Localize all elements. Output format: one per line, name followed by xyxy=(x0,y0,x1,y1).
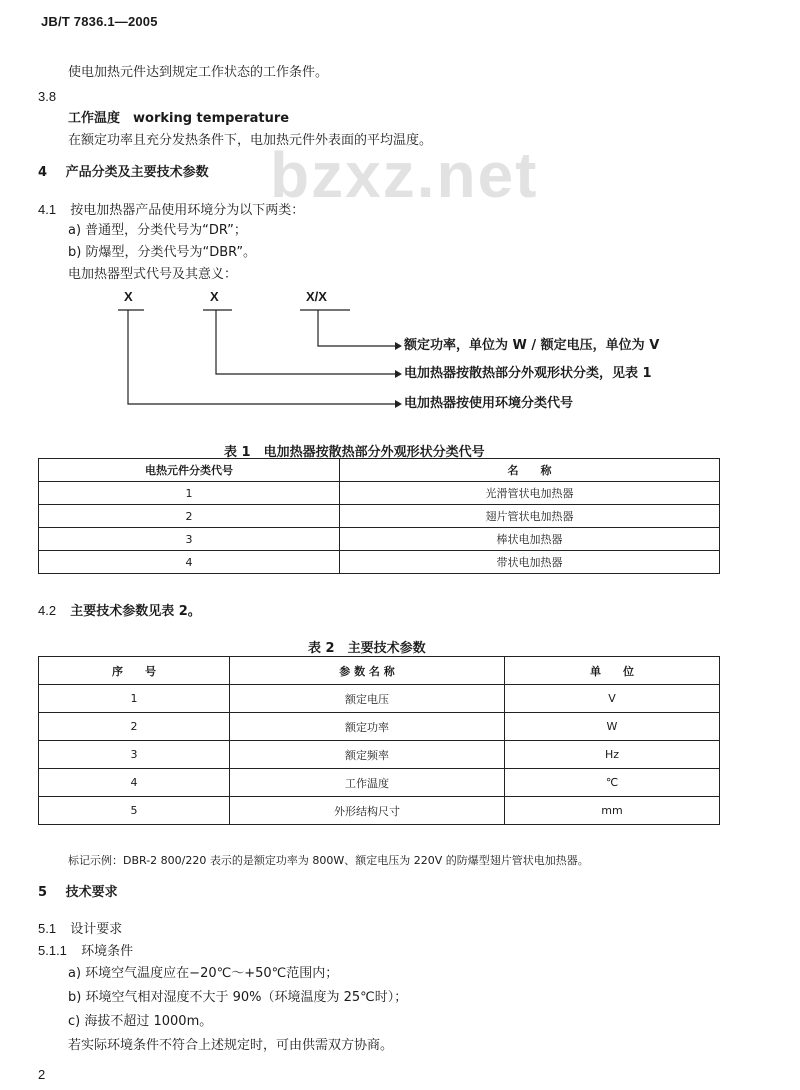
table-row xyxy=(39,505,720,528)
code-position-3: X/X xyxy=(306,289,327,304)
table-cell: V xyxy=(505,685,720,713)
section-3-8-number: 3.8 xyxy=(38,89,57,104)
table-header-cell: 参 数 名 称 xyxy=(230,657,505,685)
page-number: 2 xyxy=(38,1067,46,1082)
env-type-b: b) 防爆型，分类代号为“DBR”。 xyxy=(68,245,257,260)
table-cell: 2 xyxy=(39,713,230,741)
section-4-1-number: 4.1 xyxy=(38,202,57,217)
table-header-cell: 序 号 xyxy=(39,657,230,685)
table-cell: 额定功率 xyxy=(230,713,505,741)
table-cell: 外形结构尺寸 xyxy=(230,797,505,825)
code-position-1: X xyxy=(124,289,133,304)
table-cell: 额定频率 xyxy=(230,741,505,769)
table-cell: 4 xyxy=(39,769,230,797)
table-header-cell: 单 位 xyxy=(505,657,720,685)
model-code-diagram xyxy=(0,0,800,420)
env-type-a: a) 普通型，分类代号为“DR”； xyxy=(68,223,247,238)
marking-example: 标记示例：DBR-2 800/220 表示的是额定功率为 800W、额定电压为 220V 的防爆型翅片管状电加热器。 xyxy=(68,854,589,867)
table-2-caption: 表 2 主要技术参数 xyxy=(308,641,426,656)
section-5-1-1-heading: 环境条件 xyxy=(81,944,134,959)
section-5-1-1-number: 5.1.1 xyxy=(38,943,67,958)
table-cell: 翅片管状电加热器 xyxy=(340,505,720,528)
table-cell: Hz xyxy=(505,741,720,769)
model-code-intro: 电加热器型式代号及其意义： xyxy=(68,267,238,282)
table-header-cell: 名 称 xyxy=(340,459,720,482)
table-cell: ℃ xyxy=(505,769,720,797)
table-cell: 2 xyxy=(39,505,340,528)
table-1-caption: 表 1 电加热器按散热部分外观形状分类代号 xyxy=(224,445,485,460)
table-header-row xyxy=(39,657,720,685)
env-condition-note: 若实际环境条件不符合上述规定时，可由供需双方协商。 xyxy=(68,1038,394,1053)
table-cell: 工作温度 xyxy=(230,769,505,797)
section-4-2-text: 主要技术参数见表 2。 xyxy=(70,604,201,619)
table-cell: mm xyxy=(505,797,720,825)
standard-number-header: JB/T 7836.1—2005 xyxy=(41,14,158,29)
table-cell: 1 xyxy=(39,685,230,713)
table-cell: 带状电加热器 xyxy=(340,551,720,574)
section-4-number: 4 xyxy=(38,165,48,180)
section-5-1-number: 5.1 xyxy=(38,921,57,936)
table-cell: 5 xyxy=(39,797,230,825)
table-cell: 棒状电加热器 xyxy=(340,528,720,551)
table-2 xyxy=(38,656,720,825)
section-3-8-term: 工作温度 working temperature xyxy=(68,111,290,126)
table-row xyxy=(39,482,720,505)
table-cell: 光滑管状电加热器 xyxy=(340,482,720,505)
section-5-number: 5 xyxy=(38,885,48,900)
table-row xyxy=(39,741,720,769)
watermark: bzxz.net xyxy=(270,139,539,211)
section-3-8-definition: 在额定功率且充分发热条件下，电加热元件外表面的平均温度。 xyxy=(68,133,433,148)
code-label-shape: 电加热器按散热部分外观形状分类，见表 1 xyxy=(404,366,652,381)
table-cell: 1 xyxy=(39,482,340,505)
env-condition-a: a) 环境空气温度应在−20℃～+50℃范围内； xyxy=(68,966,339,981)
section-4-2-number: 4.2 xyxy=(38,603,57,618)
section-4-heading: 产品分类及主要技术参数 xyxy=(65,165,209,180)
code-position-2: X xyxy=(210,289,219,304)
table-row xyxy=(39,528,720,551)
table-cell: 4 xyxy=(39,551,340,574)
table-cell: 额定电压 xyxy=(230,685,505,713)
table-row xyxy=(39,713,720,741)
code-label-environment: 电加热器按使用环境分类代号 xyxy=(404,396,574,411)
section-5-1-heading: 设计要求 xyxy=(70,922,123,937)
env-condition-c: c) 海拔不超过 1000m。 xyxy=(68,1014,213,1029)
section-5-heading: 技术要求 xyxy=(65,885,118,900)
code-label-power-voltage: 额定功率，单位为 W / 额定电压，单位为 V xyxy=(404,338,660,353)
section-4-1-text: 按电加热器产品使用环境分为以下两类： xyxy=(70,203,305,218)
table-header-row xyxy=(39,459,720,482)
env-condition-b: b) 环境空气相对湿度不大于 90%（环境温度为 25℃时）； xyxy=(68,990,408,1005)
table-1 xyxy=(38,458,720,574)
table-header-cell: 电热元件分类代号 xyxy=(39,459,340,482)
section-3-7-tail: 使电加热元件达到规定工作状态的工作条件。 xyxy=(68,65,329,80)
table-cell: 3 xyxy=(39,528,340,551)
table-row xyxy=(39,769,720,797)
table-cell: W xyxy=(505,713,720,741)
table-row xyxy=(39,551,720,574)
table-row xyxy=(39,797,720,825)
table-cell: 3 xyxy=(39,741,230,769)
table-row xyxy=(39,685,720,713)
